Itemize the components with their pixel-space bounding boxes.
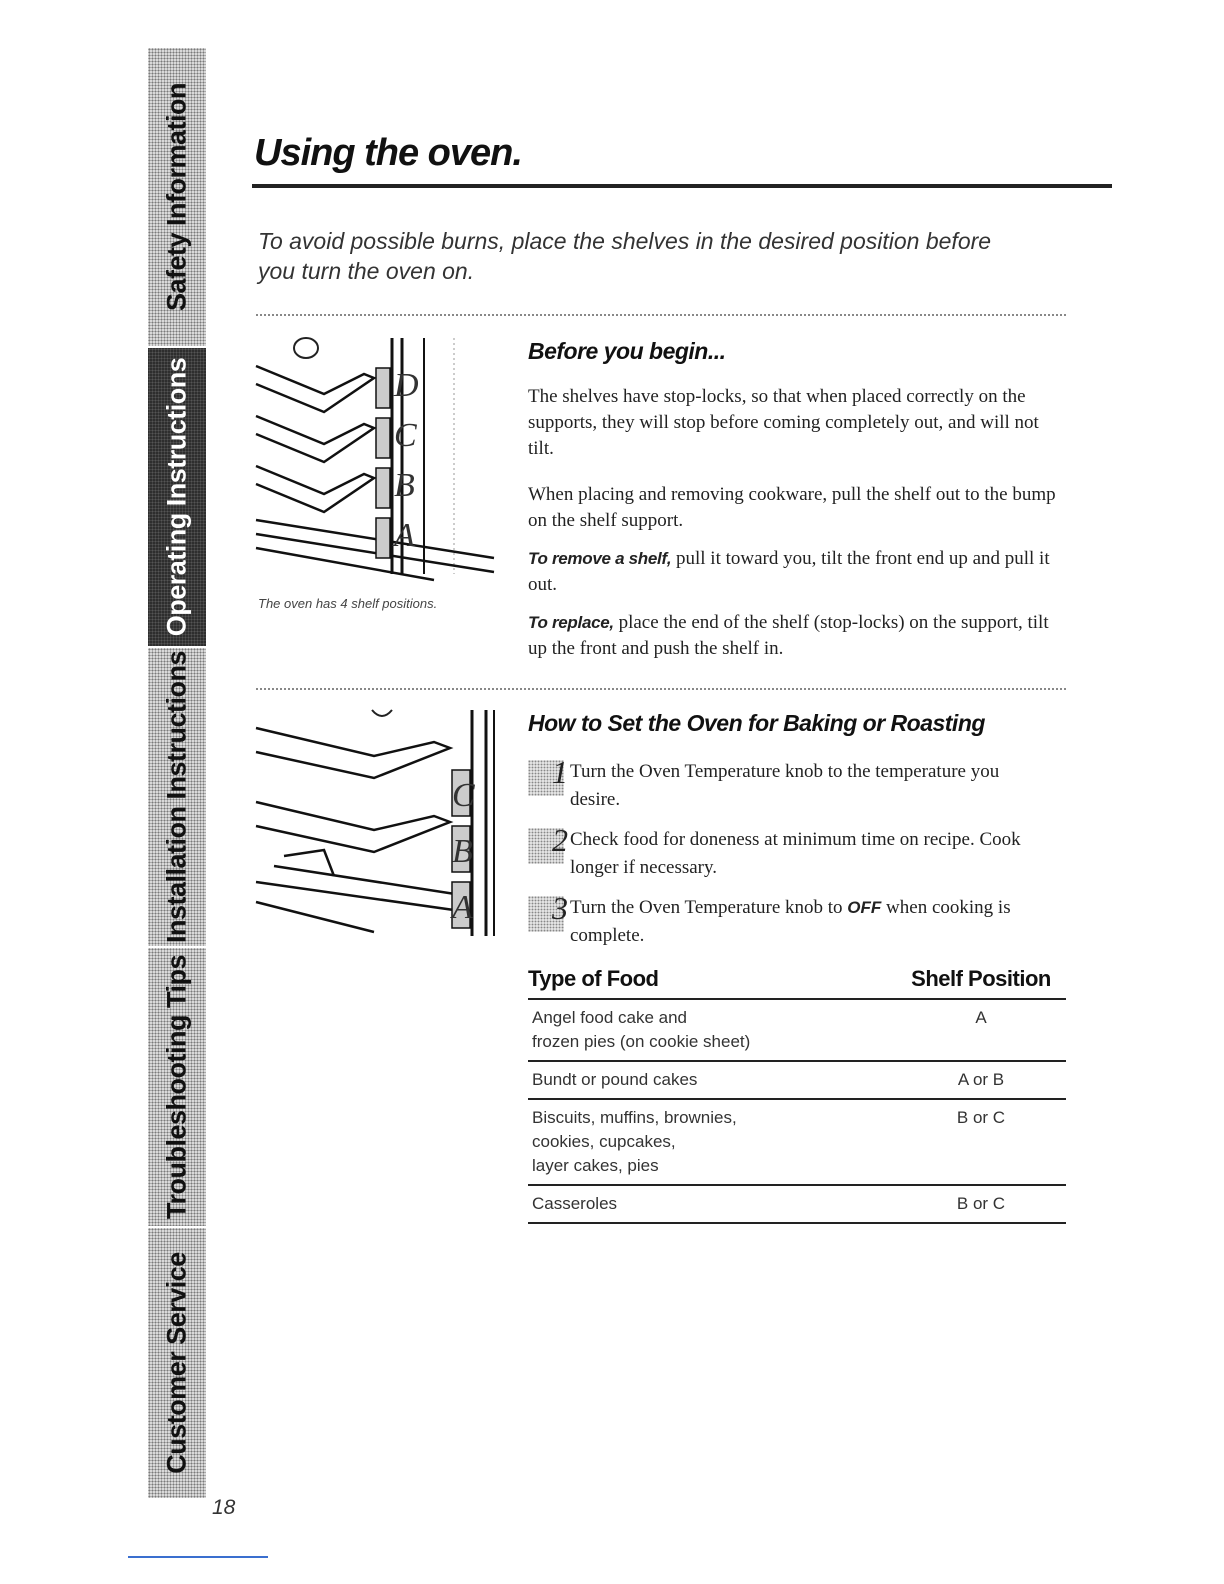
page-title: Using the oven.	[254, 132, 522, 174]
shelf-letter-a: A	[394, 517, 415, 554]
column-header-food: Type of Food	[528, 966, 659, 991]
food-cell: Bundt or pound cakes	[532, 1070, 698, 1089]
shelf-position-table	[528, 966, 1066, 1224]
shelf-letter-a: A	[452, 889, 473, 926]
table-row	[528, 1186, 1066, 1224]
position-cell: A	[975, 1008, 987, 1027]
table-header	[528, 966, 1066, 1000]
off-setting: OFF	[847, 898, 882, 917]
tab-operating-instructions[interactable]	[148, 348, 206, 648]
title-rule	[252, 184, 1112, 188]
remove-shelf-paragraph	[528, 546, 1068, 598]
replace-shelf-text: place the end of the shelf (stop-locks) on the support, tilt up the front and push the shelf in.	[528, 612, 1049, 659]
illustration-caption: The oven has 4 shelf positions.	[258, 596, 438, 611]
position-cell: B or C	[956, 1194, 1006, 1213]
tab-label: Installation Instructions	[161, 650, 192, 943]
position-cell: B or C	[956, 1108, 1006, 1127]
oven-baking-illustration	[254, 706, 502, 942]
tab-troubleshooting-tips[interactable]	[148, 948, 206, 1228]
replace-shelf-lead: To replace,	[528, 613, 614, 632]
step-2	[528, 822, 1048, 882]
step-number: 2	[528, 828, 564, 864]
tab-customer-service[interactable]	[148, 1228, 206, 1500]
shelf-letter-c: C	[452, 777, 475, 814]
step-text: Turn the Oven Temperature knob to OFF when cooking is complete.	[570, 897, 1011, 946]
step-number: 3	[528, 896, 564, 932]
tab-label: Troubleshooting Tips	[161, 954, 192, 1219]
before-you-begin-heading: Before you begin...	[528, 338, 726, 364]
table-row	[528, 1000, 1066, 1062]
food-cell: Angel food cake and frozen pies (on cookie sheet)	[532, 1008, 751, 1051]
tab-label: Safety Information	[161, 82, 192, 311]
table-row	[528, 1062, 1066, 1100]
position-cell: A or B	[957, 1070, 1005, 1089]
baking-roasting-heading: How to Set the Oven for Baking or Roasting	[528, 710, 985, 736]
step-number: 1	[528, 760, 564, 796]
step-3	[528, 890, 1048, 950]
oven-shelf-illustration	[254, 334, 502, 590]
tab-label: Operating Instructions	[161, 357, 192, 637]
step-text: Check food for doneness at minimum time on recipe. Cook longer if necessary.	[570, 829, 1021, 878]
shelf-letter-c: C	[394, 417, 417, 454]
food-cell: Casseroles	[532, 1194, 618, 1213]
column-header-position: Shelf Position	[911, 966, 1051, 991]
food-cell: Biscuits, muffins, brownies, cookies, cupcakes, layer cakes, pies	[532, 1108, 737, 1175]
section-divider	[256, 314, 1066, 316]
remove-shelf-lead: To remove a shelf,	[528, 549, 672, 568]
shelf-letter-b: B	[452, 833, 473, 870]
step-1	[528, 754, 1048, 814]
tab-installation-instructions[interactable]	[148, 648, 206, 948]
tab-label: Customer Service	[161, 1252, 192, 1474]
step-text: Turn the Oven Temperature knob to the temperature you desire.	[570, 761, 1000, 810]
shelf-letter-b: B	[394, 467, 415, 504]
tab-safety-information[interactable]	[148, 48, 206, 348]
page-number: 18	[212, 1496, 236, 1519]
intro-warning: To avoid possible burns, place the shelves in the desired position before you turn the oven on.	[258, 228, 992, 284]
remove-shelf-text: pull it toward you, tilt the front end up and pull it out.	[528, 548, 1050, 595]
section-tabs	[148, 48, 206, 1500]
table-row	[528, 1100, 1066, 1186]
footer-divider	[128, 1556, 268, 1558]
replace-shelf-paragraph	[528, 610, 1068, 662]
stop-locks-paragraph: The shelves have stop-locks, so that when placed correctly on the supports, they will stop before coming completely out, and will not tilt.	[528, 386, 1039, 459]
cookware-paragraph: When placing and removing cookware, pull the shelf out to the bump on the shelf support.	[528, 484, 1056, 531]
shelf-letter-d: D	[394, 367, 419, 404]
section-divider	[256, 688, 1066, 690]
